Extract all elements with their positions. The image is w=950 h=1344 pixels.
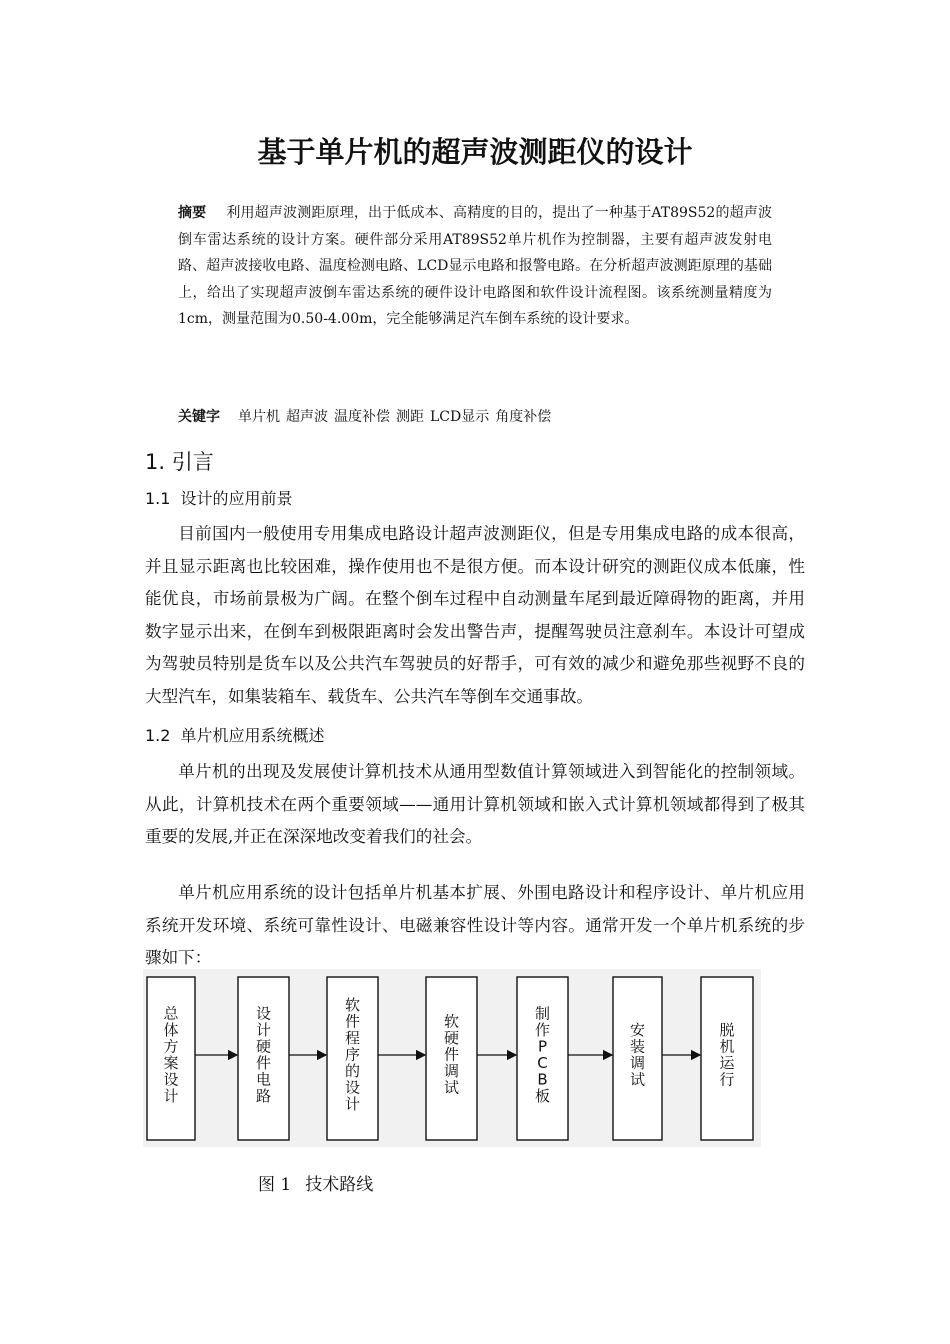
flow-step-char: 件	[255, 1053, 272, 1072]
flow-step-char: 制	[534, 1004, 551, 1023]
figure-caption	[258, 1170, 373, 1195]
flow-step-char: 计	[344, 1095, 361, 1114]
flow-step-char: 试	[443, 1078, 460, 1097]
paper-title: 基于单片机的超声波测距仪的设计	[257, 135, 693, 169]
flow-step-char: P	[537, 1037, 548, 1056]
flow-step-char: 调	[629, 1053, 646, 1072]
flow-step-char: 机	[719, 1037, 735, 1056]
abstract	[178, 200, 772, 333]
flow-step-char: 计	[163, 1086, 179, 1105]
keyword: LCD显示	[430, 409, 490, 425]
abstract-label: 摘要	[178, 205, 207, 221]
flowchart-figure	[143, 969, 761, 1147]
subsection-title: 单片机应用系统概述	[180, 726, 325, 745]
flow-step-char: B	[537, 1070, 548, 1089]
flow-step-char: 的	[344, 1062, 361, 1081]
flow-step-char: 硬	[443, 1029, 460, 1048]
flow-step-char: 件	[344, 1012, 361, 1031]
subsection-number: 1.2	[145, 726, 171, 745]
flow-step-char: 板	[534, 1086, 551, 1105]
flow-step-char: 体	[163, 1020, 179, 1039]
flow-step-char: 计	[255, 1020, 272, 1039]
paragraph-mcu-overview: 单片机的出现及发展使计算机技术从通用型数值计算领域进入到智能化的控制领域。从此，计算机技术在两个重要领域——通用计算机领域和嵌入式计算机领域都得到了极其重要的发展,并正在深深地改变着我们的社会。	[145, 762, 805, 846]
flow-step-char: 安	[629, 1020, 646, 1039]
flow-step-char: 调	[443, 1062, 460, 1081]
flowchart-diagram	[143, 969, 761, 1147]
keyword: 温度补偿	[334, 409, 390, 425]
flow-step-char: 设	[344, 1078, 361, 1097]
flow-step-char: 件	[443, 1045, 460, 1064]
subsection-heading-1-1	[145, 486, 292, 509]
figure-caption-text: 技术路线	[305, 1175, 374, 1195]
flow-step-char: 试	[629, 1070, 646, 1089]
flow-step-char: 设	[255, 1004, 272, 1023]
flow-step-char: C	[537, 1053, 548, 1072]
flow-step-char: 行	[719, 1070, 735, 1089]
paragraph-mcu-design-steps: 单片机应用系统的设计包括单片机基本扩展、外围电路设计和程序设计、单片机应用系统开发环境、系统可靠性设计、电磁兼容性设计等内容。通常开发一个单片机系统的步骤如下：	[145, 883, 805, 967]
flow-step-char: 电	[255, 1070, 272, 1089]
flow-step-char: 路	[255, 1086, 272, 1105]
flow-step-char: 软	[344, 996, 361, 1015]
keyword: 角度补偿	[495, 409, 552, 425]
flow-step-char: 作	[534, 1020, 551, 1039]
subsection-heading-1-2	[145, 723, 324, 746]
section-heading-intro: 1. 引言	[145, 450, 214, 474]
flow-step-char: 软	[443, 1012, 460, 1031]
keyword: 单片机	[238, 409, 280, 425]
keywords	[178, 404, 778, 430]
flow-step-char: 设	[163, 1070, 179, 1089]
keywords-label: 关键字	[178, 409, 220, 425]
flow-step-char: 序	[344, 1045, 361, 1064]
flow-step-char: 装	[629, 1037, 646, 1056]
flow-step-char: 总	[163, 1004, 179, 1023]
keyword: 测距	[396, 409, 424, 425]
flow-step-char: 硬	[255, 1037, 272, 1056]
flow-step-char: 案	[163, 1053, 179, 1072]
paragraph-application-prospects: 目前国内一般使用专用集成电路设计超声波测距仪，但是专用集成电路的成本很高，并且显示距离也比较困难，操作使用也不是很方便。而本设计研究的测距仪成本低廉，性能优良，市场前景极为广阔。在整个倒车过程中自动测量车尾到最近障碍物的距离，并用数字显示出来，在倒车到极限距离时会发出警告声，提醒驾驶员注意刹车。本设计可望成为驾驶员特别是货车以及公共汽车驾驶员的好帮手，可有效的减少和避免那些视野不良的大型汽车，如集装箱车、载货车、公共汽车等倒车交通事故。	[145, 524, 805, 706]
subsection-number: 1.1	[145, 489, 171, 508]
abstract-text: 利用超声波测距原理，出于低成本、高精度的目的，提出了一种基于AT89S52的超声波倒车雷达系统的设计方案。硬件部分采用AT89S52单片机作为控制器，主要有超声波发射电路、超声波接收电路、温度检测电路、LCD显示电路和报警电路。在分析超声波测距原理的基础上，给出了实现超声波倒车雷达系统的硬件设计电路图和软件设计流程图。该系统测量精度为1cm，测量范围为0.50-4.00m，完全能够满足汽车倒车系统的设计要求。	[178, 205, 772, 327]
flow-step-char: 程	[344, 1029, 361, 1048]
flow-step-char: 运	[719, 1053, 735, 1072]
keyword: 超声波	[286, 409, 328, 425]
subsection-title: 设计的应用前景	[180, 489, 293, 508]
flow-step-char: 方	[163, 1037, 179, 1056]
flow-step-char: 脱	[719, 1020, 735, 1039]
figure-number: 图 1	[258, 1175, 292, 1195]
